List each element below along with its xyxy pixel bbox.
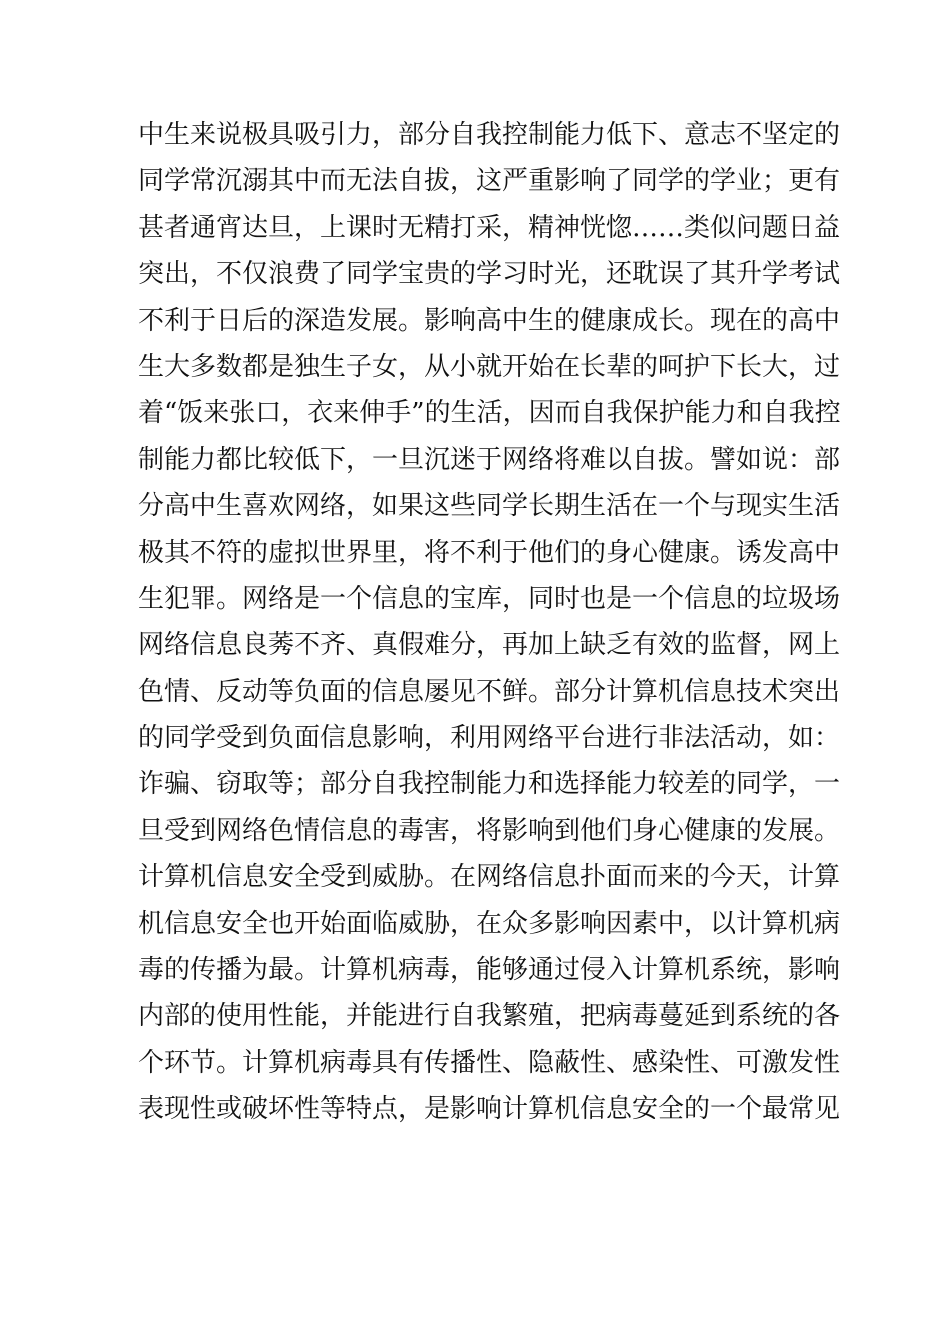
text-line: 个环节。计算机病毒具有传播性、隐蔽性、感染性、可激发性 [138, 1047, 841, 1078]
text-line: 色情、反动等负面的信息屡见不鲜。部分计算机信息技术突出 [138, 676, 841, 707]
text-line: 生大多数都是独生子女，从小就开始在长辈的呵护下长大，过 [138, 351, 841, 382]
text-line: 甚者通宵达旦，上课时无精打采，精神恍惚……类似问题日益 [138, 212, 841, 243]
text-line: 着“饭来张口，衣来伸手”的生活，因而自我保护能力和自我控 [138, 398, 841, 429]
text-line: 极其不符的虚拟世界里，将不利于他们的身心健康。诱发高中 [138, 537, 841, 568]
text-line: 网络信息良莠不齐、真假难分，再加上缺乏有效的监督，网上 [138, 630, 841, 661]
text-line: 表现性或破坏性等特点，是影响计算机信息安全的一个最常见 [138, 1094, 841, 1125]
text-line: 诈骗、窃取等；部分自我控制能力和选择能力较差的同学，一 [138, 769, 841, 800]
text-line: 内部的使用性能，并能进行自我繁殖，把病毒蔓延到系统的各 [138, 1001, 841, 1032]
text-line: 同学常沉溺其中而无法自拔，这严重影响了同学的学业；更有 [138, 166, 841, 197]
text-line: 中生来说极具吸引力，部分自我控制能力低下、意志不坚定的 [138, 120, 841, 150]
text-line: 机信息安全也开始面临威胁，在众多影响因素中，以计算机病 [138, 908, 841, 939]
text-line: 不利于日后的深造发展。影响高中生的健康成长。现在的高中 [138, 305, 841, 336]
text-line: 计算机信息安全受到威胁。在网络信息扑面而来的今天，计算 [138, 862, 841, 893]
text-line: 突出，不仅浪费了同学宝贵的学习时光，还耽误了其升学考试 [138, 259, 841, 290]
text-line: 制能力都比较低下，一旦沉迷于网络将难以自拔。譬如说：部 [138, 444, 841, 475]
text-line: 旦受到网络色情信息的毒害，将影响到他们身心健康的发展。 [138, 815, 841, 846]
text-line: 的同学受到负面信息影响，利用网络平台进行非法活动，如： [138, 723, 841, 754]
text-line: 分高中生喜欢网络，如果这些同学长期生活在一个与现实生活 [138, 491, 841, 522]
text-line: 毒的传播为最。计算机病毒，能够通过侵入计算机系统，影响 [138, 955, 841, 986]
text-line: 生犯罪。网络是一个信息的宝库，同时也是一个信息的垃圾场 [138, 583, 841, 614]
body-text [138, 112, 841, 1133]
